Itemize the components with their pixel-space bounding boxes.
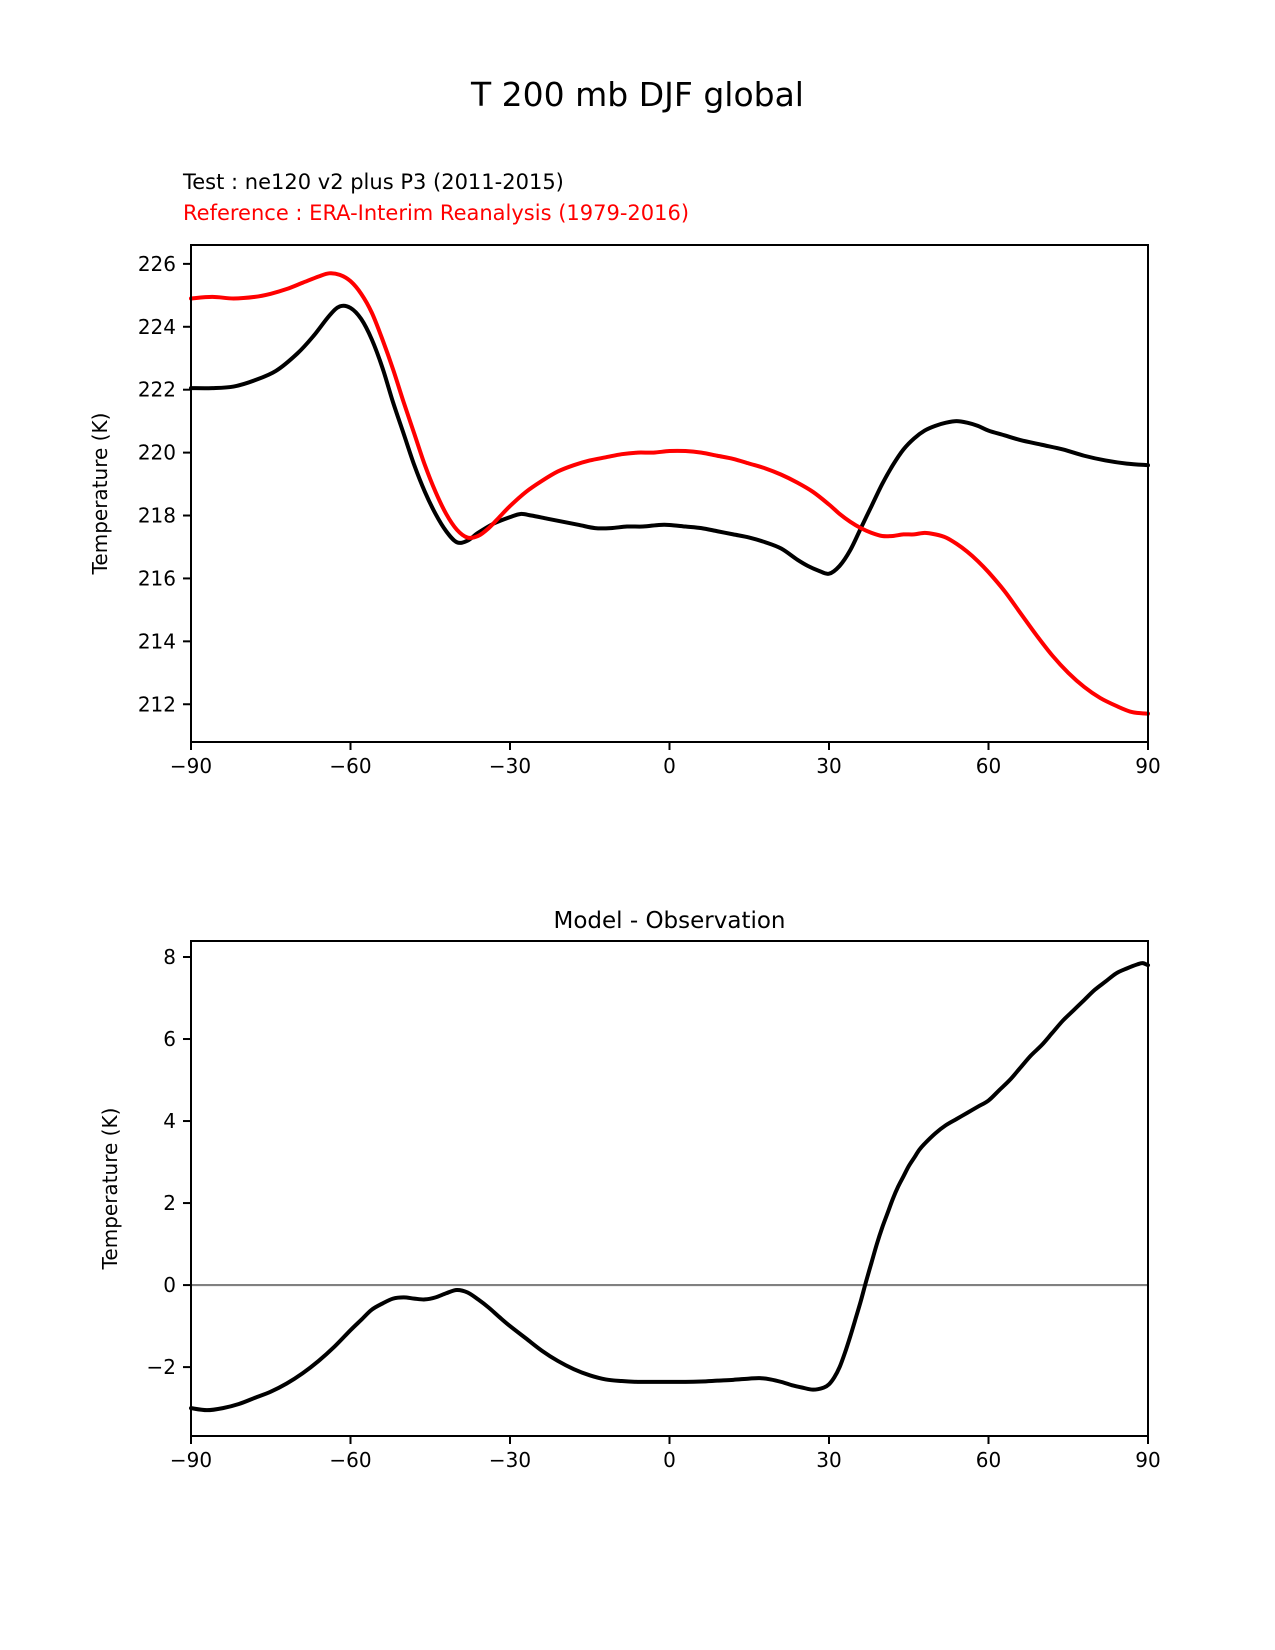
- top-plot-ylabel: Temperature (K): [88, 412, 112, 575]
- x-tick-label: −90: [169, 1448, 213, 1472]
- x-tick-label: 60: [975, 754, 1002, 778]
- y-tick-label: 220: [137, 440, 176, 465]
- x-tick-label: 30: [816, 1448, 842, 1472]
- x-tick-label: −60: [329, 754, 372, 778]
- top-plot-frame: [191, 245, 1148, 742]
- x-tick-label: 0: [663, 1448, 676, 1472]
- y-tick-label: −2: [146, 1355, 176, 1380]
- x-tick-label: 0: [663, 754, 676, 778]
- x-tick-label: 90: [1135, 1448, 1161, 1472]
- y-tick-label: 4: [163, 1109, 176, 1134]
- figure-title: T 200 mb DJF global: [471, 75, 804, 114]
- bottom-plot-frame: [191, 941, 1148, 1436]
- y-tick-label: 8: [163, 944, 176, 969]
- top-plot-series-0: [191, 306, 1148, 574]
- bottom-plot: [98, 908, 1161, 1472]
- bottom-plot-ylabel: Temperature (K): [98, 1107, 122, 1270]
- x-tick-label: −60: [329, 1448, 372, 1472]
- y-tick-label: 6: [163, 1027, 176, 1052]
- y-tick-label: 2: [163, 1191, 176, 1216]
- y-tick-label: 216: [137, 566, 176, 591]
- x-tick-label: −30: [488, 754, 532, 778]
- legend-test-label: Test : ne120 v2 plus P3 (2011-2015): [183, 170, 564, 194]
- y-tick-label: 226: [137, 251, 176, 276]
- legend-reference-label: Reference : ERA-Interim Reanalysis (1979-2016): [183, 201, 690, 225]
- y-tick-label: 0: [163, 1273, 176, 1298]
- x-tick-label: 60: [975, 1448, 1002, 1472]
- x-tick-label: −90: [169, 754, 213, 778]
- top-plot: [88, 245, 1161, 778]
- y-tick-label: 222: [137, 377, 176, 402]
- y-tick-label: 212: [137, 692, 176, 717]
- x-tick-label: 90: [1135, 754, 1161, 778]
- y-tick-label: 218: [137, 503, 176, 528]
- x-tick-label: −30: [488, 1448, 532, 1472]
- bottom-plot-title: Model - Observation: [553, 908, 786, 934]
- bottom-plot-series-0: [191, 963, 1148, 1410]
- y-tick-label: 214: [137, 629, 176, 654]
- x-tick-label: 30: [816, 754, 842, 778]
- y-tick-label: 224: [137, 314, 176, 339]
- top-plot-series-1: [191, 273, 1148, 713]
